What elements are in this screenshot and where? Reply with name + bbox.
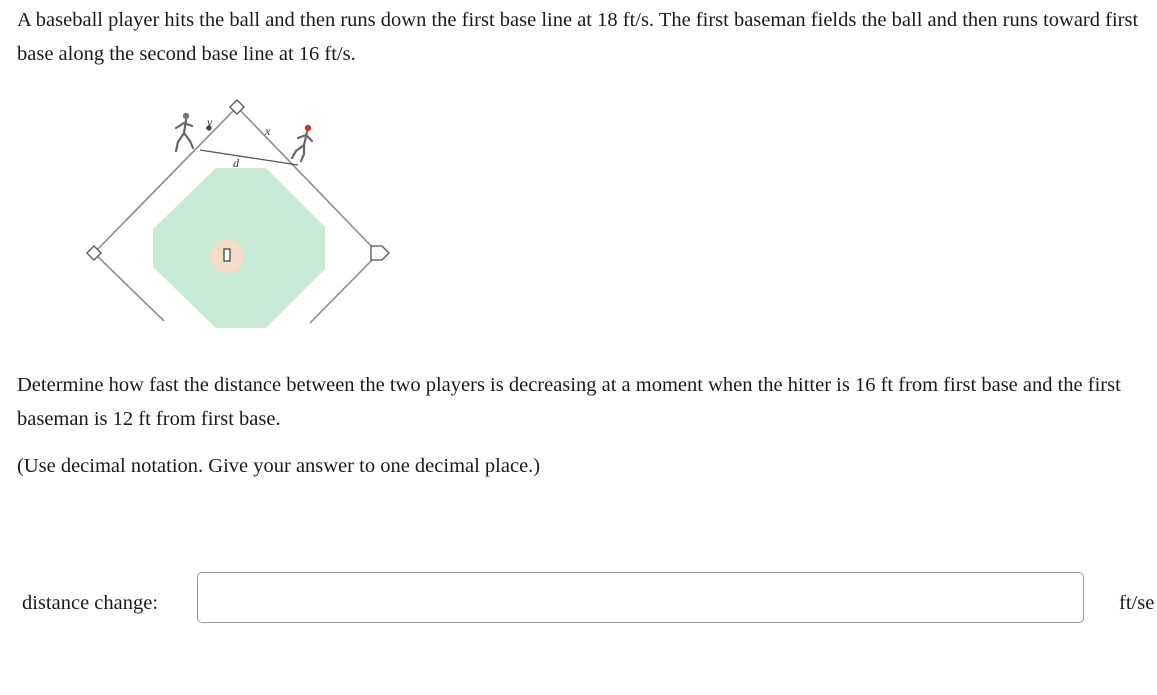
distance-change-input[interactable] bbox=[197, 572, 1084, 623]
problem-question: Determine how fast the distance between the two players is decreasing at a moment when the hitter is 16 ft from first base and the first baseman is 12 ft from first base. bbox=[17, 374, 1121, 430]
pitchers-rubber bbox=[224, 249, 230, 261]
first-baseman-figure-icon bbox=[292, 125, 312, 161]
answer-label: distance change: bbox=[22, 592, 159, 614]
label-y: y bbox=[207, 115, 213, 129]
distance-line-d bbox=[200, 150, 298, 165]
label-x: x bbox=[265, 124, 271, 138]
baseball-diamond-diagram bbox=[80, 95, 410, 330]
label-d: d bbox=[233, 156, 239, 170]
first-base-icon bbox=[371, 246, 389, 260]
answer-unit: ft/se bbox=[1119, 592, 1155, 614]
problem-intro: A baseball player hits the ball and then runs down the first base line at 18 ft/s. The first baseman fields the ball and then runs toward first base along the second base line at 16 ft/s. bbox=[17, 9, 1139, 65]
problem-instruction: (Use decimal notation. Give your answer to one decimal place.) bbox=[17, 455, 541, 477]
